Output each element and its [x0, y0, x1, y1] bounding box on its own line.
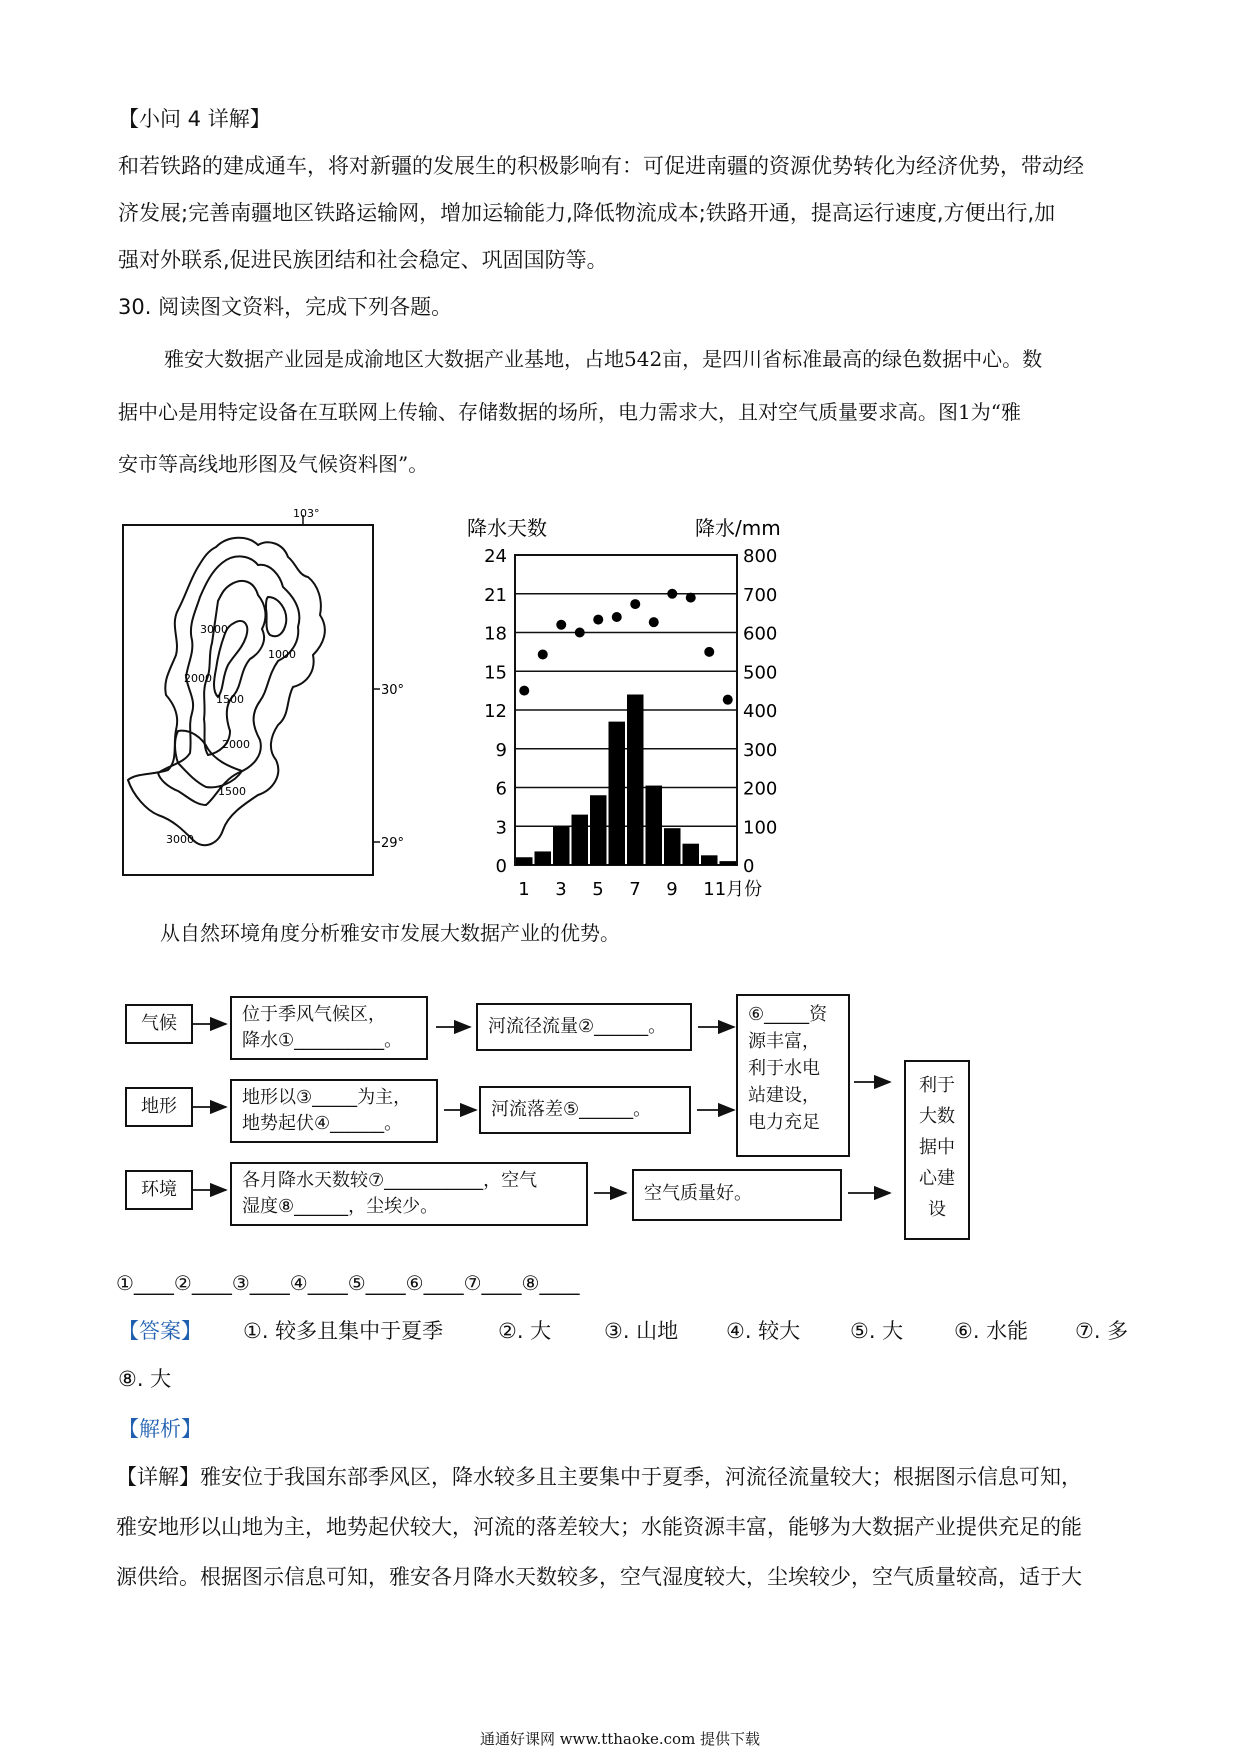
answer-1: ①. 较多且集中于夏季 — [243, 1319, 444, 1343]
chart-left-tick: 24 — [484, 546, 507, 567]
q30-title: 30. 阅读图文资料，完成下列各题。 — [118, 295, 453, 319]
chart-right-tick: 700 — [743, 584, 778, 606]
flow-box-hydro: ⑥_____资 源丰富， 利于水电 站建设， 电力充足 — [736, 994, 850, 1157]
flow-box-air: 空气质量好。 — [632, 1169, 842, 1221]
chart-x-tick: 5 — [592, 879, 604, 900]
detail-line-3: 源供给。根据图示信息可知，雅安各月降水天数较多，空气湿度较大，尘埃较少，空气质量较高，适于大 — [116, 1565, 1082, 1589]
chart-left-tick: 3 — [495, 817, 507, 839]
chart-right-tick: 400 — [743, 701, 778, 722]
q4-line-1: 和若铁路的建成通车，将对新疆的发展生的积极影响有：可促进南疆的资源优势转化为经济优势，带动经 — [118, 154, 1084, 178]
q4-heading: 【小问 4 详解】 — [118, 107, 271, 131]
answer-tag: 【答案】 — [118, 1319, 202, 1343]
chart-right-tick: 300 — [743, 739, 778, 761]
contour-label-1500-a: 1500 — [216, 693, 244, 706]
answer-5: ⑤. 大 — [850, 1319, 904, 1343]
chart-x-tick: 1 — [518, 879, 530, 900]
chart-left-tick: 18 — [484, 623, 507, 645]
chart-right-tick: 800 — [743, 546, 778, 567]
chart-right-tick: 500 — [743, 662, 778, 684]
chart-x-tick: 3 — [555, 879, 567, 900]
chart-left-tick: 12 — [484, 701, 507, 722]
chart-right-tick: 100 — [743, 817, 778, 839]
contour-label-2000-a: 2000 — [184, 672, 212, 685]
flow-label-climate: 气候 — [125, 1004, 193, 1044]
contour-label-3000-a: 3000 — [200, 623, 228, 636]
q30-para-3: 安市等高线地形图及气候资料图”。 — [118, 452, 429, 476]
answer-6: ⑥. 水能 — [954, 1319, 1029, 1343]
analysis-tag: 【解析】 — [118, 1417, 202, 1441]
q4-line-3: 强对外联系,促进民族团结和社会稳定、巩固国防等。 — [118, 248, 608, 272]
chart-ylabel-left: 降水天数 — [467, 516, 547, 540]
answer-3: ③. 山地 — [604, 1319, 679, 1343]
chart-left-tick: 15 — [484, 662, 507, 684]
answer-8: ⑧. 大 — [118, 1367, 172, 1391]
q30-para-2: 据中心是用特定设备在互联网上传输、存储数据的场所，电力需求大，且对空气质量要求高。图1为“雅 — [118, 400, 1021, 424]
q30-blanks: ①____②____③____④____⑤____⑥____⑦____⑧____ — [116, 1271, 580, 1295]
contour-label-1500-b: 1500 — [218, 785, 246, 798]
map-lon-label: 103° — [293, 507, 320, 520]
contour-label-3000-b: 3000 — [166, 833, 194, 846]
flow-box-environment: 各月降水天数较⑦___________，空气 湿度⑧______，尘埃少。 — [230, 1162, 588, 1226]
answer-4: ④. 较大 — [726, 1319, 801, 1343]
detail-line-1: 【详解】雅安位于我国东部季风区，降水较多且主要集中于夏季，河流径流量较大；根据图示信息可知， — [116, 1465, 1082, 1489]
chart-right-tick: 600 — [743, 623, 778, 645]
chart-right-tick: 200 — [743, 778, 778, 800]
chart-left-tick: 0 — [495, 856, 507, 877]
q30-para-1: 雅安大数据产业园是成渝地区大数据产业基地，占地542亩，是四川省标准最高的绿色数据中心。数 — [164, 347, 1043, 371]
flow-box-drop: 河流落差⑤______。 — [479, 1086, 691, 1134]
flow-label-terrain: 地形 — [125, 1087, 193, 1127]
chart-ylabel-right: 降水/mm — [695, 516, 781, 540]
contour-label-1000: 1000 — [268, 648, 296, 661]
chart-left-tick: 6 — [495, 778, 507, 800]
chart-x-tick: 11月份 — [703, 879, 763, 900]
map-lat-30: 30° — [381, 683, 405, 698]
chart-left-tick: 9 — [495, 739, 507, 761]
footer: 通通好课网 www.tthaoke.com 提供下载 — [479, 1730, 761, 1748]
contour-label-2000-b: 2000 — [222, 738, 250, 751]
chart-x-tick: 7 — [629, 879, 641, 900]
flow-box-terrain: 地形以③_____为主， 地势起伏④______。 — [230, 1079, 438, 1143]
answer-7: ⑦. 多 — [1075, 1319, 1129, 1343]
map-lat-29: 29° — [381, 836, 405, 851]
flow-box-runoff: 河流径流量②______。 — [476, 1003, 692, 1051]
chart-right-tick: 0 — [743, 856, 755, 877]
answer-2: ②. 大 — [498, 1319, 552, 1343]
q4-line-2: 济发展;完善南疆地区铁路运输网，增加运输能力,降低物流成本;铁路开通，提高运行速度,方便出行,加 — [118, 201, 1056, 225]
chart-left-tick: 21 — [484, 584, 507, 606]
flow-label-environment: 环境 — [125, 1170, 193, 1210]
flow-box-climate: 位于季风气候区， 降水①__________。 — [230, 996, 428, 1060]
chart-x-tick: 9 — [666, 879, 678, 900]
q30-question: 从自然环境角度分析雅安市发展大数据产业的优势。 — [160, 921, 620, 945]
detail-line-2: 雅安地形以山地为主，地势起伏较大，河流的落差较大；水能资源丰富，能够为大数据产业提供充足的能 — [116, 1515, 1082, 1539]
flow-box-result: 利于 大数 据中 心建 设 — [904, 1060, 970, 1240]
